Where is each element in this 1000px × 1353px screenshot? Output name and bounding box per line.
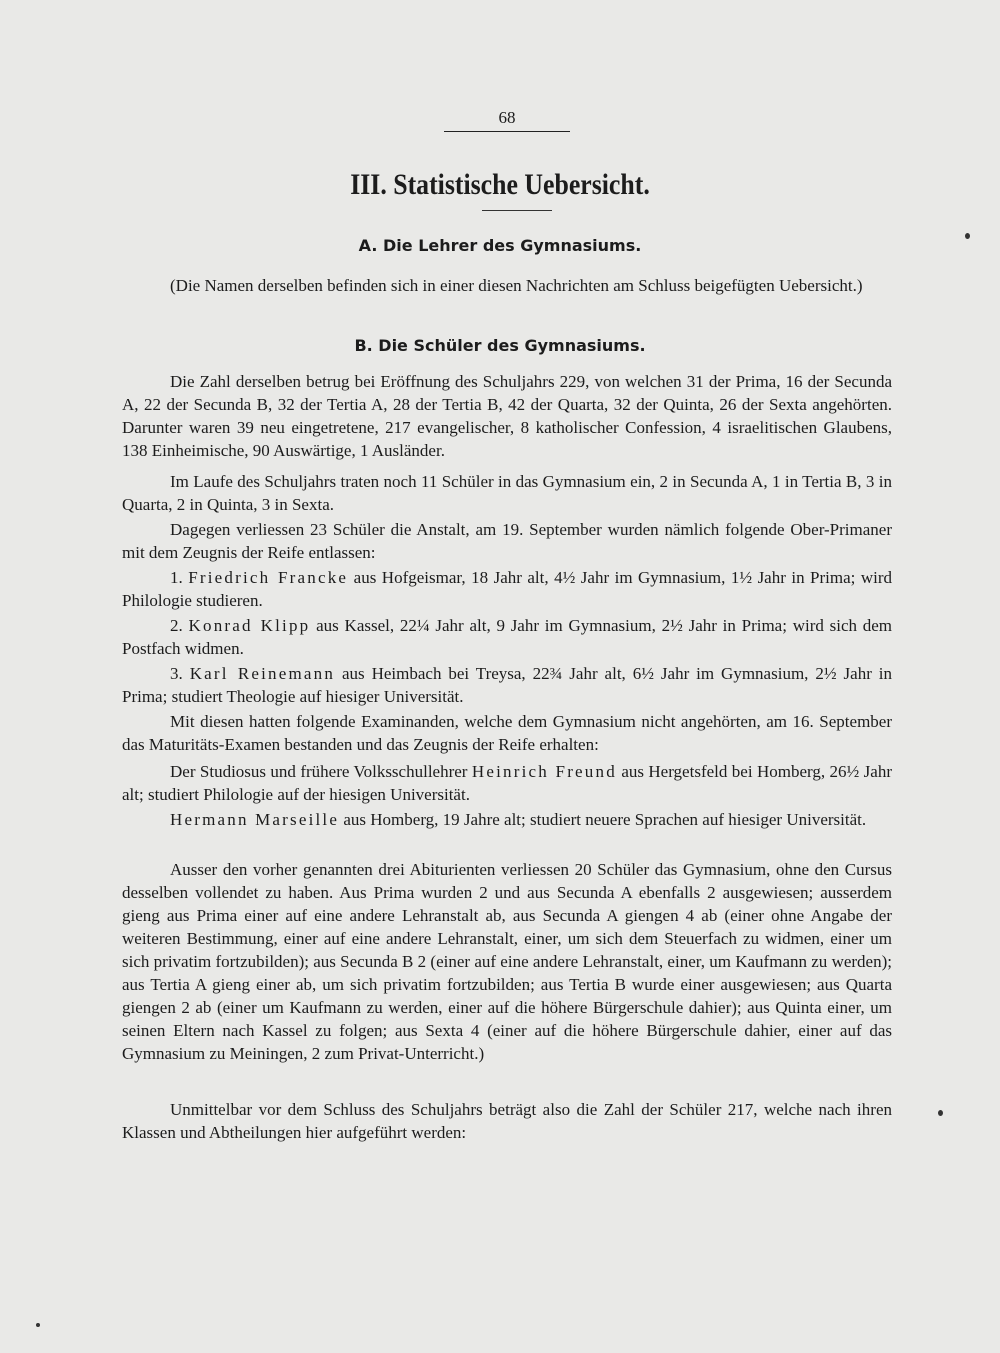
graduate-entry: [122, 614, 892, 660]
graduate-name: Karl Reinemann: [189, 664, 336, 683]
closing-paragraph: Unmittelbar vor dem Schluss des Schuljahrs beträgt also die Zahl der Schüler 217, welche nach ihren Klassen und Abtheilungen hier aufgeführt werden:: [122, 1100, 892, 1142]
enrollment-paragraph: Die Zahl derselben betrug bei Eröffnung des Schuljahrs 229, von welchen 31 der Prima, 16 der Secunda A, 22 der Secunda B, 32 der Tertia A, 28 der Tertia B, 42 der Quarta, 32 der Quinta, 26 der Sexta angehörten. Darunter waren 39 neu eingetretene, 217 evangelischer, 8 katholischer Confession, 4 israelitischen Glaubens, 138 Einheimische, 90 Auswärtige, 1 Ausländer.: [122, 372, 892, 460]
page-number: 68: [498, 108, 516, 127]
graduate-number: 3.: [170, 664, 183, 683]
departures-paragraph: Dagegen verliessen 23 Schüler die Anstalt, am 19. September wurden nämlich folgende Ober-Primaner mit dem Zeugnis der Reife entlassen:: [122, 520, 892, 562]
graduate-entry: [122, 662, 892, 708]
scan-speck: [36, 1323, 40, 1327]
examinee-details: aus Hergetsfeld bei Homberg, 26½ Jahr alt; studiert Philologie auf der hiesigen Universität.: [122, 762, 892, 804]
examinee-details: aus Homberg, 19 Jahre alt; studiert neuere Sprachen auf hiesiger Universität.: [343, 810, 867, 829]
examinee-name: Hermann Marseille: [170, 810, 340, 829]
graduate-name: Konrad Klipp: [188, 616, 311, 635]
section-b-heading: B. Die Schüler des Gymnasiums.: [354, 336, 646, 355]
graduate-details: aus Kassel, 22¼ Jahr alt, 9 Jahr im Gymnasium, 2½ Jahr in Prima; wird sich dem Postfach widmen.: [122, 616, 893, 658]
graduate-entry: [122, 566, 892, 612]
scan-speck: [938, 1110, 943, 1116]
external-examinee-entry: [122, 760, 892, 806]
withdrawals-paragraph: Ausser den vorher genannten drei Abiturienten verliessen 20 Schüler das Gymnasium, ohne den Cursus desselben vollendet zu haben. Aus Prima wurden 2 und aus Secunda A ebenfalls 2 ausgewiesen; ausserdem gieng aus Prima einer auf eine andere Lehranstalt ab, aus Secunda A giengen 4 ab (einer ohne Angabe der weiteren Bestimmung, einer auf eine andere Lehranstalt, einer, um sich dem Steuerfach zu widmen, einer um sich privatim fortzubilden); aus Secunda B 2 (einer auf eine andere Lehranstalt, einer, um Kaufmann zu werden); aus Tertia A gieng einer ab, um sich privatim fortzubilden; aus Tertia B wurde einer ausgewiesen; aus Quarta giengen 2 ab (einer um Kaufmann zu werden, einer auf die höhere Bürgerschule dahier); aus Quinta einer, um seinen Eltern nach Kassel zu folgen; aus Sexta 4 (einer auf die höhere Bürgerschule dahier, einer auf das Gymnasium zu Meiningen, 2 zum Privat-Unterricht.): [122, 860, 892, 1063]
page-number-rule: [444, 108, 570, 132]
new-students-paragraph: Im Laufe des Schuljahrs traten noch 11 Schüler in das Gymnasium ein, 2 in Secunda A, 1 in Tertia B, 3 in Quarta, 2 in Quinta, 3 in Sexta.: [122, 472, 892, 514]
page-title: III. Statistische Uebersicht.: [350, 168, 650, 201]
section-a-note: (Die Namen derselben befinden sich in einer diesen Nachrichten am Schluss beigefügten Uebersicht.): [170, 276, 863, 295]
graduate-name: Friedrich Francke: [188, 568, 349, 587]
scan-speck: [965, 233, 970, 239]
graduate-number: 1.: [170, 568, 183, 587]
external-examinee-entry: [122, 808, 892, 831]
examinee-name: Heinrich Freund: [471, 762, 617, 781]
title-divider: [482, 210, 552, 211]
graduate-details: aus Heimbach bei Treysa, 22¾ Jahr alt, 6½ Jahr im Gymnasium, 2½ Jahr in Prima; studiert Theologie auf hiesiger Universität.: [122, 664, 893, 706]
examinee-intro: Der Studiosus und frühere Volksschullehrer: [170, 762, 468, 781]
section-a-heading: A. Die Lehrer des Gymnasiums.: [358, 236, 642, 255]
graduate-number: 2.: [170, 616, 183, 635]
external-examinees-paragraph: Mit diesen hatten folgende Examinanden, welche dem Gymnasium nicht angehörten, am 16. September das Maturitäts-Examen bestanden und das Zeugnis der Reife erhalten:: [122, 712, 892, 754]
graduate-details: aus Hofgeismar, 18 Jahr alt, 4½ Jahr im Gymnasium, 1½ Jahr in Prima; wird Philologie studieren.: [122, 568, 893, 610]
